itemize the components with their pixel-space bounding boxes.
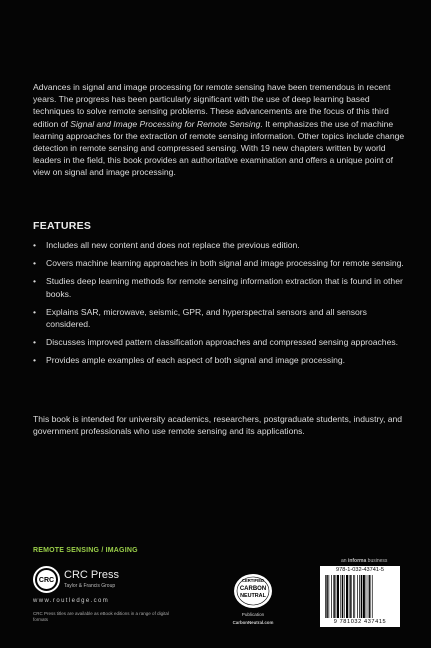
bullet-icon: • [33, 276, 37, 287]
isbn-barcode [320, 566, 400, 627]
barcode-bar [326, 575, 327, 618]
informa-business-label [341, 558, 387, 564]
barcode-bar [366, 575, 367, 618]
barcode-bar [331, 575, 332, 618]
bullet-icon: • [33, 337, 37, 348]
bullet-icon: • [33, 355, 37, 366]
feature-text: Covers machine learning approaches in both signal and image processing for remote sensing. [46, 258, 404, 269]
feature-text: Discusses improved pattern classification approaches and compressed sensing approaches. [46, 337, 399, 348]
isbn-top-text: 978-1-032-43741-5 [336, 567, 384, 573]
barcode-bar [372, 575, 373, 618]
publisher-group: Taylor & Francis Group [64, 583, 116, 589]
subject-category: REMOTE SENSING / IMAGING [33, 547, 138, 554]
feature-item [33, 336, 405, 348]
intro-text-after: . It emphasizes the use of machine learning approaches for the extraction of remote sensing information. Other topics include change detection in remote sensing and compressed sensing. With 19 new chapters written by world leaders in the field, this book provides an authoritative examination and offers a unique point of view on signal and image processing. [33, 118, 405, 178]
barcode-bar [361, 575, 362, 618]
feature-item [33, 275, 405, 299]
seal-neutral-text: NEUTRAL [240, 593, 266, 599]
seal-site-text: CarbonNeutral.com [232, 620, 274, 625]
barcode-bar [354, 575, 355, 618]
barcode-bar [333, 575, 334, 618]
ebook-note: CRC Press titles are available as eBook editions in a range of digital formats [33, 611, 169, 622]
feature-item [33, 257, 405, 269]
informa-prefix: an [341, 558, 348, 564]
barcode-bar [344, 575, 345, 618]
publisher-name: CRC Press [64, 569, 120, 581]
features-list [33, 239, 405, 373]
closing-paragraph: This book is intended for university academics, researchers, postgraduate students, industry, and government professionals who use remote sensing and its applications. [33, 414, 403, 437]
crc-press-logo-icon [33, 566, 60, 593]
bullet-icon: • [33, 258, 37, 269]
barcode-bar [353, 575, 354, 618]
feature-item [33, 354, 405, 366]
carbon-neutral-seal-icon [230, 571, 276, 629]
barcode-bar [359, 575, 360, 618]
barcode-bar [342, 575, 343, 618]
seal-carbon-text: CARBON [239, 586, 267, 592]
barcode-bar [368, 575, 369, 618]
feature-item [33, 306, 405, 330]
crc-logo-text: CRC [38, 577, 55, 584]
intro-text-before: Advances in signal and image processing for remote sensing have been tremendous in recent years. The progress has been particularly significant with the use of deep learning based techniques to solve remote sensing problems. These advancements are the focus of this third edition of [33, 82, 391, 129]
intro-paragraph [33, 81, 405, 179]
barcode-bar [363, 575, 365, 618]
barcode-bar [329, 575, 330, 618]
features-heading: FEATURES [33, 220, 92, 232]
barcode-bar [350, 575, 351, 618]
feature-item [33, 239, 405, 251]
barcode-bar [349, 575, 350, 618]
feature-text: Provides ample examples of each aspect of both signal and image processing. [46, 355, 346, 366]
feature-text: Includes all new content and does not replace the previous edition. [46, 240, 300, 250]
isbn-bottom-text: 9 781032 437415 [333, 619, 387, 625]
barcode-bars [325, 575, 395, 618]
bullet-icon: • [33, 240, 37, 250]
barcode-bar [325, 575, 326, 618]
feature-text: Studies deep learning methods for remote sensing information extraction that is found in other books. [46, 276, 403, 299]
informa-brand: informa [347, 558, 367, 564]
barcode-bar [369, 575, 370, 618]
seal-certified-text: CERTIFIED [241, 578, 265, 583]
seal-publication-text: Publication [241, 612, 265, 617]
publisher-url: www.routledge.com [33, 598, 110, 604]
informa-suffix: business [366, 558, 388, 564]
feature-text: Explains SAR, microwave, seismic, GPR, and hyperspectral sensors and all sensors considered. [46, 306, 367, 330]
barcode-bar [346, 575, 348, 618]
intro-book-title: Signal and Image Processing for Remote Sensing [70, 118, 261, 129]
barcode-bar [357, 575, 358, 618]
barcode-bar [336, 575, 337, 618]
barcode-bar [337, 575, 339, 618]
barcode-bar [340, 575, 341, 618]
bullet-icon: • [33, 306, 37, 317]
